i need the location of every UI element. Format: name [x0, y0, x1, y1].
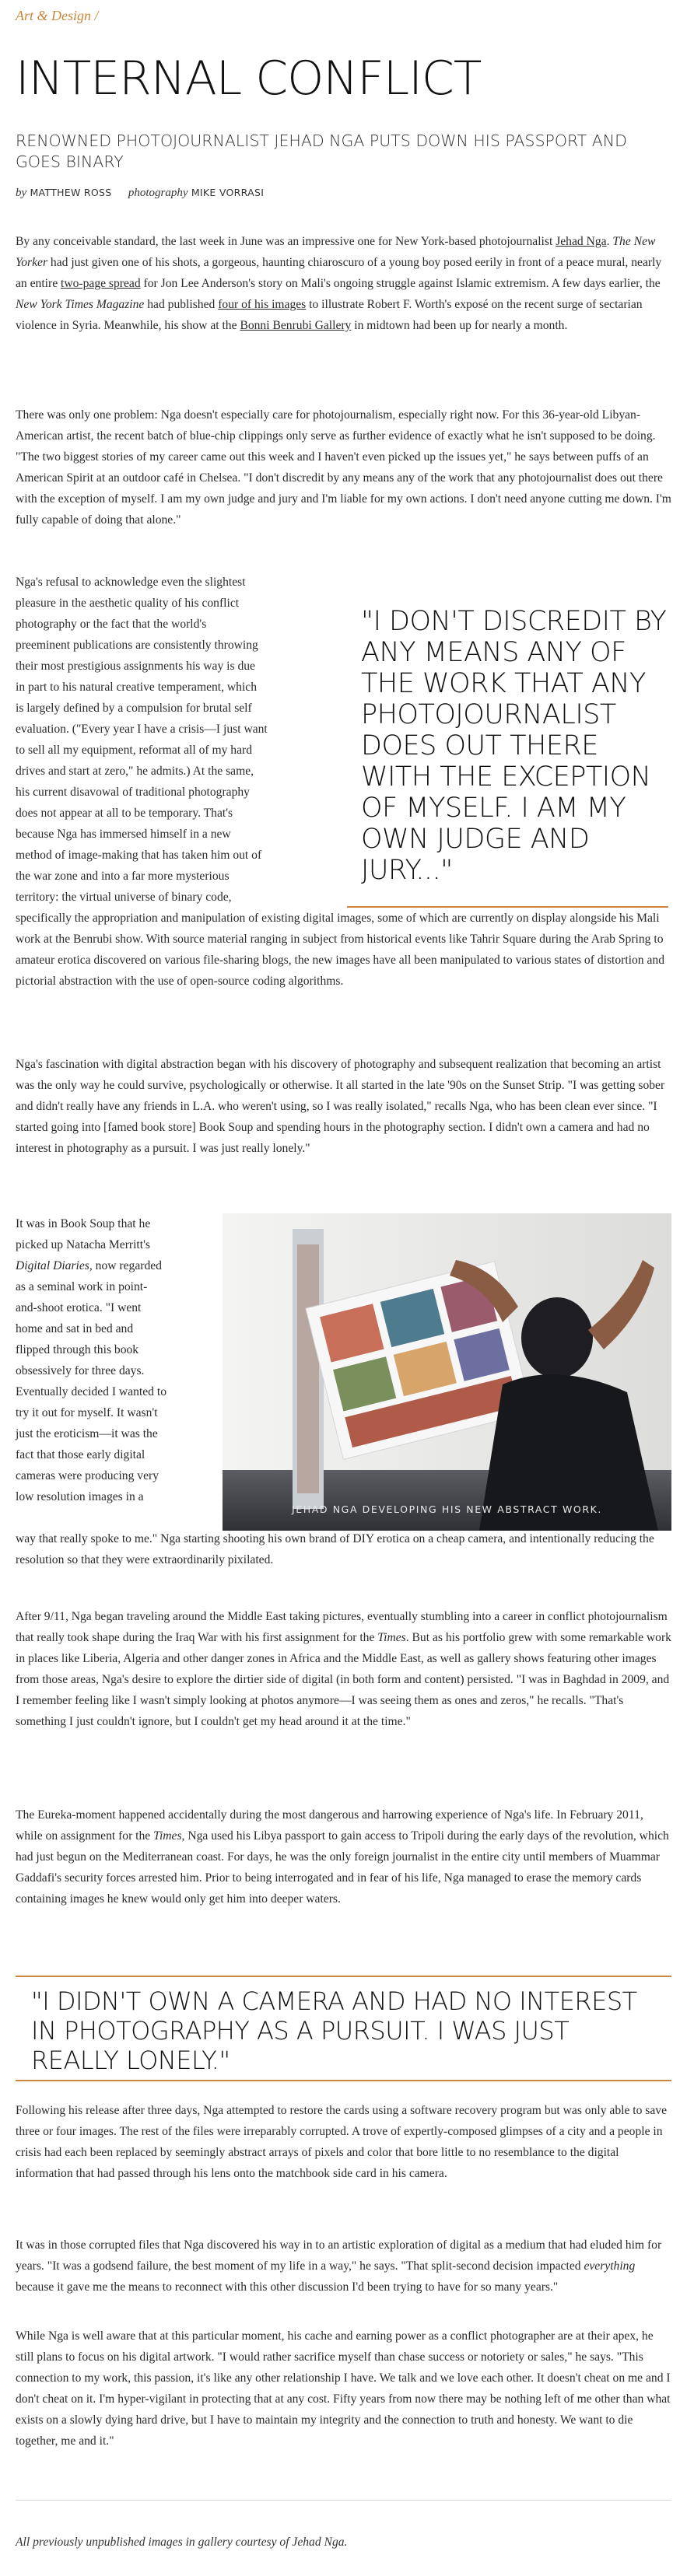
text-line [16, 1255, 218, 1276]
footer-divider [16, 2500, 671, 2501]
paragraph-7 [16, 1804, 671, 1909]
link-bonni-benrubi-gallery[interactable]: Bonni Benrubi Gallery [240, 319, 352, 332]
text-line: fact that those early digital [16, 1448, 145, 1461]
text-line: obsessively for three days. [16, 1364, 145, 1377]
text-line: try it out for myself. It wasn't [16, 1406, 158, 1419]
byline-photographer[interactable]: MIKE VORRASI [191, 187, 265, 198]
pull-quote-1-text: "I DON'T DISCREDIT BY ANY MEANS ANY OF THE WORK THAT ANY PHOTOJOURNALIST DOES OUT THERE WITH THE EXCEPTION OF MYSELF. I AM MY OWN JUDGE AND JURY..." [361, 606, 667, 886]
paragraph-5-continued: way that really spoke to me." Nga starting shooting his own brand of DIY erotica on a cheap camera, and intentionally reducing the resolution so that they were extraordinarily pixilated. [16, 1532, 654, 1566]
publication-nyt-magazine: New York Times Magazine [16, 298, 145, 311]
text-line: flipped through this book [16, 1343, 139, 1356]
text-line: evaluation. ("Every year I have a crisis—I just want [16, 723, 268, 736]
paragraph-2: There was only one problem: Nga doesn't especially care for photojournalism, especially right now. For this 36-year-old Libyan-American artist, the recent batch of blue-chip clippings only serve as further evidence of exactly what he isn't supposed to be doing. "The two biggest stories of my career came out this week and I haven't even picked up the issues yet," he says between puffs of an American Spirit at an outdoor café in Chelsea. "I don't discredit by any means any of the work that any photojournalist does out there with the exception of myself. I am my own judge and jury and I'm liable for my own actions. I don't need anyone cutting me down. I'm fully capable of doing that alone." [16, 408, 671, 527]
paragraph-10: While Nga is well aware that at this particular moment, his cache and earning power as a conflict photographer are at their apex, he still plans to focus on his digital artwork. "I would rather sacrifice myself than chase success or notoriety or sales," he says. "This connection to my work, this passion, it's like any other relationship I have. We talk and we love each other. It doesn't cheat on me and I don't cheat on it. I'm hyper-vigilant in protecting that at any cost. Fifty years from now there may be nothing left of me other than what exists on a slowly dying hard drive, but I have to maintain my integrity and the connection to truth and honesty. We want to die together, me and it." [16, 2329, 671, 2448]
byline-photography-label: photography [128, 187, 188, 199]
book-title: Digital Diaries [16, 1259, 89, 1272]
paragraph-1 [16, 231, 671, 336]
text-line: does not appear at all to be temporary. That's [16, 807, 233, 820]
text-span: By any conceivable standard, the last week in June was an impressive one for New York-based photojournalist [16, 235, 556, 248]
article-photo[interactable] [223, 1213, 671, 1531]
footer-note: All previously unpublished images in gallery courtesy of Jehad Nga. [16, 2536, 348, 2549]
text-line: photography or the fact that the world's [16, 618, 207, 631]
text-line: territory: the virtual universe of binary code, [16, 891, 232, 904]
link-jehad-nga[interactable]: Jehad Nga [556, 235, 607, 248]
text-span: The Eureka-moment happened accidentally during the most dangerous and harrowing experience of Nga's life. In February 2011, while on assignment for the [16, 1808, 643, 1843]
paragraph-9 [16, 2235, 671, 2298]
pull-quote-2 [16, 1976, 671, 2081]
text-line: method of image-making that has taken him out of [16, 849, 262, 862]
text-span: to illustrate Robert F. Worth's exposé on the recent surge of sectarian violence in Syria. Meanwhile, his show at the [16, 298, 643, 332]
text-span: in midtown had been up for nearly a month. [351, 319, 568, 332]
text-line: to sell all my equipment, reformat all of my hard [16, 744, 252, 757]
text-line: because Nga has immersed himself in a new [16, 828, 231, 841]
emphasis: everything [584, 2259, 636, 2273]
link-four-images[interactable]: four of his images [218, 298, 307, 311]
text-line: Nga's refusal to acknowledge even the slightest [16, 576, 246, 589]
text-line: home and sat in bed and [16, 1322, 134, 1335]
text-span: It was in those corrupted files that Nga discovered his way in to an artistic exploration of digital as a medium that had eluded him for years. "It was a godsend failure, the best moment of my life in a way," he says. "That split-second decision impacted [16, 2238, 662, 2273]
text-line: cameras were producing very [16, 1469, 159, 1482]
text-line: just the eroticism—it was the [16, 1427, 158, 1440]
paragraph-8: Following his release after three days, Nga attempted to restore the cards using a software recovery program but was only able to save three or four images. The rest of the files were irreparably corrupted. A trove of expertly-composed glimpses of a city and a people in crisis had each been replaced by seemingly abstract arrays of pixels and color that bore little to no resemblance to the digital information that had passed through his lens onto the matchbook side card in his camera. [16, 2104, 668, 2180]
article-headline: INTERNAL CONFLICT [16, 51, 482, 106]
text-line: is largely defined by a compulsion for brutal self [16, 702, 252, 715]
text-line: picked up Natacha Merritt's [16, 1238, 150, 1251]
paragraph-5-wrapped [16, 1213, 218, 1507]
photo-illustration [223, 1213, 671, 1531]
text-span: . [606, 235, 613, 248]
publication-new-yorker: The New Yorker [16, 235, 656, 269]
article-dek: RENOWNED PHOTOJOURNALIST JEHAD NGA PUTS DOWN HIS PASSPORT AND GOES BINARY [16, 131, 627, 171]
text-span: . But as his portfolio grew with some remarkable work in places like Liberia, Algeria and other danger zones in Africa and the Middle East, as well as gallery shows featuring other images from those areas, Nga's desire to explore the dirtier side of digital (in both form and content) persisted. "I was in Baghdad in 2009, and I remember feeling like I wasn't simply looking at photos anymore—I was seeing them as ones and zeros," he recalls. "That's something I just couldn't ignore, but I couldn't get my head around it at the time." [16, 1631, 671, 1728]
text-line: drives and start at zero," he admits.) At the same, [16, 765, 254, 778]
paragraph-3-continued: specifically the appropriation and manipulation of existing digital images, some of which are currently on display alongside his Mali work at the Benrubi show. With source material ranging in subject from historical events like Tahrir Square during the Arab Spring to amateur erotica discovered on various file-sharing blogs, the new images have all been manipulated to various states of distortion and pictorial abstraction with the use of open-source coding algorithms. [16, 912, 665, 988]
text-span: for Jon Lee Anderson's story on Mali's ongoing struggle against Islamic extremism. A few days earlier, the [140, 277, 661, 290]
paragraph-4: Nga's fascination with digital abstraction began with his discovery of photography and subsequent realization that becoming an artist was the only way he could survive, psychologically or otherwise. It all started in the late '90s on the Sunset Strip. "I was getting sober and didn't really have any friends in L.A. who weren't using, so I was really isolated," recalls Nga, who has been clean ever since. "I started going into [famed book store] Book Soup and spending hours in the photography section. I didn't own a camera and had no interest in photography as a pursuit. I was just really lonely." [16, 1058, 665, 1155]
text-line: Eventually decided I wanted to [16, 1385, 166, 1398]
link-two-page-spread[interactable]: two-page spread [61, 277, 141, 290]
text-span: After 9/11, Nga began traveling around the Middle East taking pictures, eventually stumbling into a career in conflict photojournalism that really took shape during the Iraq War with his first assignment for the [16, 1610, 668, 1644]
text-line: his current disavowal of traditional photography [16, 786, 250, 799]
text-line: as a seminal work in point- [16, 1280, 148, 1293]
photo-caption: JEHAD NGA DEVELOPING HIS NEW ABSTRACT WORK. [291, 1503, 602, 1515]
paragraph-6 [16, 1606, 671, 1732]
text-line: in part to his natural creative temperament, which [16, 681, 258, 694]
text-line: and-shoot erotica. "I went [16, 1301, 142, 1314]
byline-author[interactable]: MATTHEW ROSS [30, 187, 112, 198]
pull-quote-2-text: "I DIDN'T OWN A CAMERA AND HAD NO INTEREST IN PHOTOGRAPHY AS A PURSUIT. I WAS JUST REALLY LONELY." [31, 1986, 637, 2075]
section-label[interactable]: Art & Design / [16, 8, 99, 23]
text-span: because it gave me the means to reconnect with this other discussion I'd been trying to have for so many years." [16, 2280, 559, 2294]
text-line: It was in Book Soup that he [16, 1217, 151, 1230]
byline [16, 187, 264, 200]
text-span: had published [144, 298, 219, 311]
text-span: , Nga used his Libya passport to gain access to Tripoli during the early days of the revolution, which had just begun on the Mediterranean coast. For days, he was the only foreign journalist in the entire city until members of Muammar Gaddafi's security forces arrested him. Prior to being interrogated and in fear of his life, Nga managed to erase the memory cards containing images he knew would only get him into deeper waters. [16, 1829, 669, 1906]
text-line: pleasure in the aesthetic quality of his conflict [16, 597, 240, 610]
text-line: the war zone and into a far more mysterious [16, 870, 230, 883]
text-line: low resolution images in a [16, 1490, 144, 1503]
text-span: had just given one of his shots, a gorgeous, haunting chiaroscuro of a young boy posed eerily in front of a peace mural, nearly an entire [16, 256, 662, 290]
publication-times: Times [377, 1631, 406, 1644]
text-span: , now regarded [89, 1259, 162, 1272]
byline-by: by [16, 187, 27, 199]
publication-times: Times [153, 1829, 182, 1843]
text-line: preeminent publications are consistently throwing [16, 639, 258, 652]
paragraph-3-wrapped [16, 572, 342, 908]
pull-quote-1 [347, 589, 668, 908]
text-line: their most prestigious assignments his way is due [16, 660, 255, 673]
